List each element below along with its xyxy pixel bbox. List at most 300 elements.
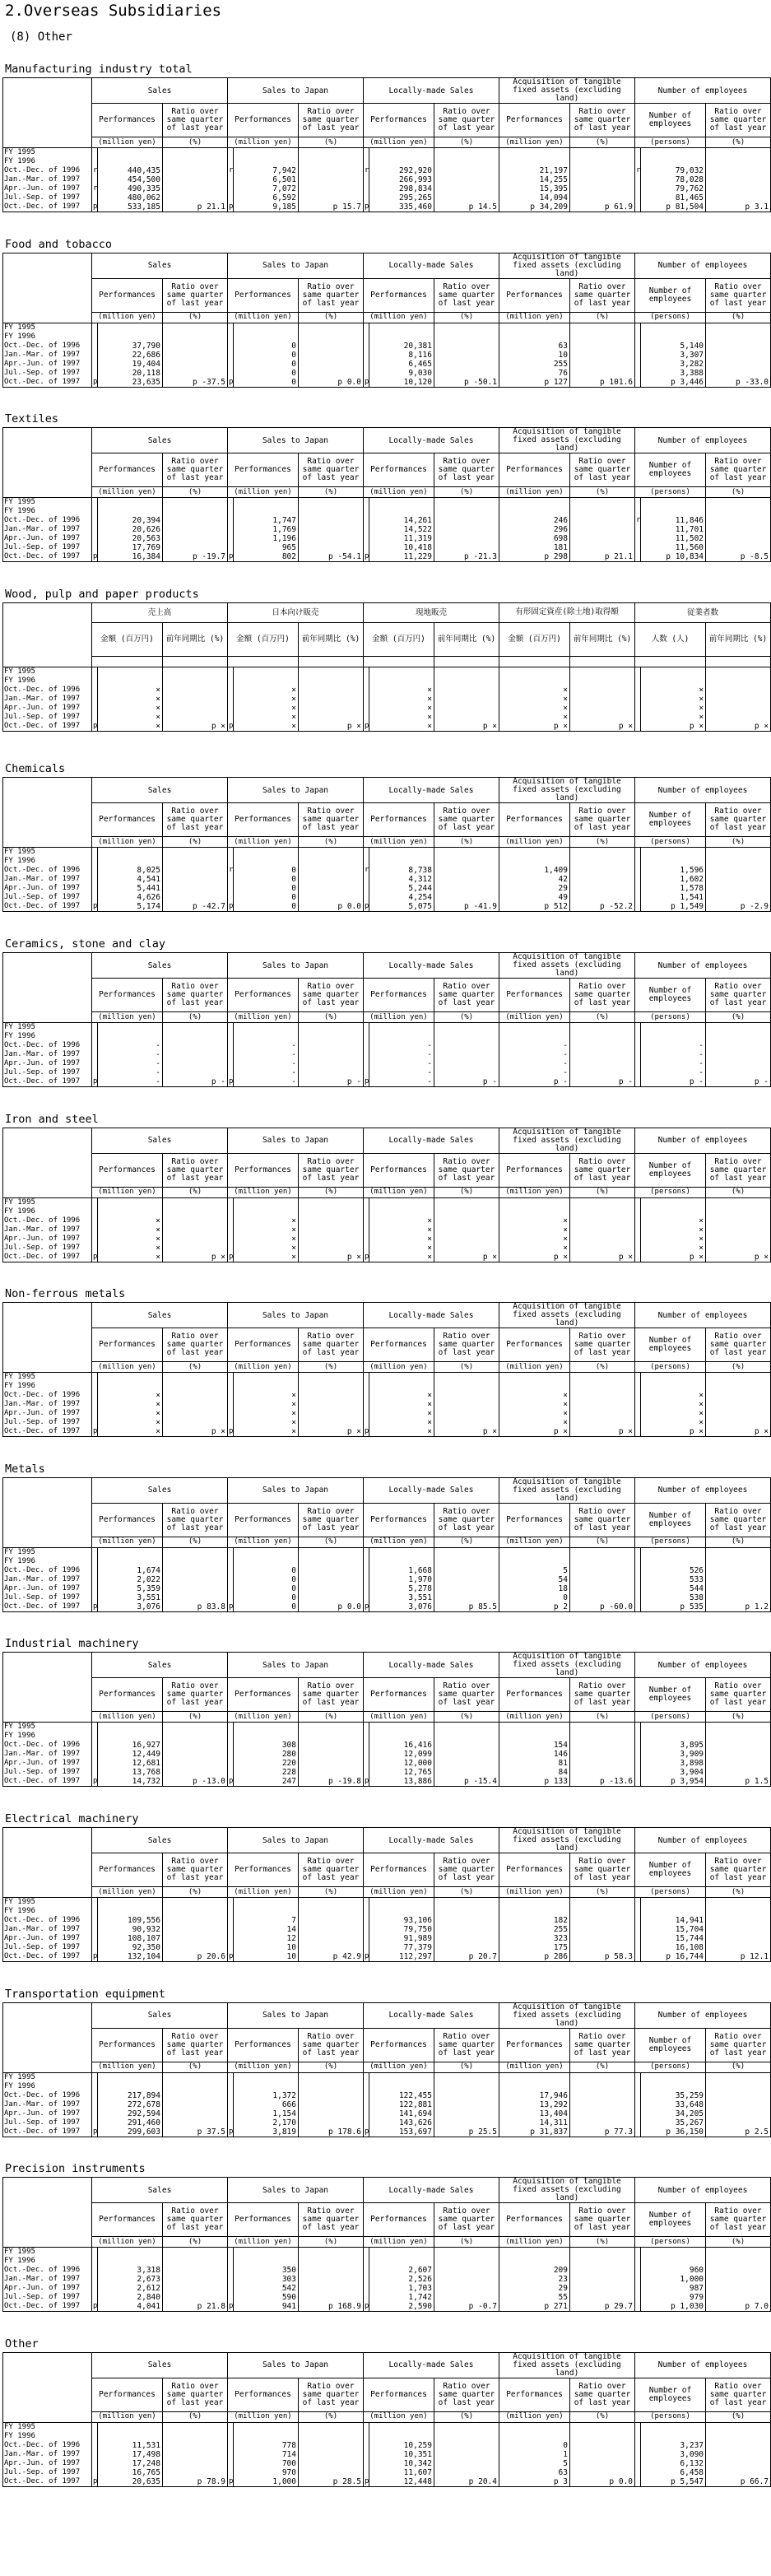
value-cell	[234, 157, 299, 166]
revision-flag	[364, 1373, 369, 1383]
value-cell	[299, 1207, 364, 1216]
revision-flag	[364, 1050, 369, 1059]
revision-flag	[635, 1023, 641, 1033]
value-cell	[369, 2257, 434, 2266]
value-cell	[499, 1197, 570, 1207]
value-cell: 3,090	[641, 2450, 706, 2459]
value-cell	[434, 1557, 499, 1566]
value-cell	[98, 677, 163, 686]
performance-header: Performances	[364, 803, 434, 837]
value-cell	[98, 1207, 163, 1216]
ratio-header: Ratio over same quarter of last year	[570, 1853, 635, 1887]
ratio-header: Ratio over same quarter of last year	[706, 2203, 771, 2237]
value-cell	[570, 1068, 635, 1077]
value-cell	[299, 1235, 364, 1244]
value-cell	[163, 2468, 228, 2477]
row-label: Jan.-Mar. of 1997	[3, 1400, 92, 1409]
value-cell	[163, 1409, 228, 1418]
revision-flag	[635, 713, 641, 722]
value-cell: 8,738	[369, 866, 434, 875]
value-cell	[234, 1547, 299, 1557]
value-cell	[434, 1235, 499, 1244]
value-cell	[706, 2118, 771, 2127]
value-cell: 3,076	[369, 1602, 434, 1612]
unit-label: (million yen)	[228, 837, 299, 848]
revision-flag	[228, 2441, 234, 2450]
revision-flag	[364, 1741, 369, 1750]
table-corner	[3, 837, 92, 848]
value-cell	[706, 1400, 771, 1409]
column-group-header: Number of employees	[635, 1653, 771, 1678]
revision-flag	[228, 1032, 234, 1041]
value-cell	[706, 713, 771, 722]
performance-header: Performances	[499, 803, 570, 837]
unit-label: (%)	[434, 1012, 499, 1023]
column-group-header: Acquisition of tangible fixed assets (excluding land)	[499, 1477, 635, 1503]
unit-label: (million yen)	[228, 137, 299, 148]
value-cell	[299, 1225, 364, 1235]
value-cell	[434, 677, 499, 686]
row-label: Oct.-Dec. of 1997	[3, 1602, 92, 1612]
performance-header: Performances	[92, 278, 163, 312]
row-label: Apr.-Jun. of 1997	[3, 534, 92, 543]
value-cell	[163, 148, 228, 158]
value-cell: 3,895	[641, 1741, 706, 1750]
revision-flag	[228, 157, 234, 166]
value-cell	[163, 2109, 228, 2118]
value-cell	[641, 332, 706, 342]
value-cell: 15,704	[641, 1925, 706, 1934]
section-title: Other	[5, 2337, 39, 2350]
revision-flag	[92, 1925, 98, 1934]
table-row	[3, 1732, 771, 1741]
value-cell	[299, 1391, 364, 1400]
revision-flag	[228, 1225, 234, 1235]
unit-label: (%)	[163, 837, 228, 848]
unit-label: (%)	[163, 2062, 228, 2072]
revision-flag	[92, 2100, 98, 2109]
revision-flag: p	[93, 202, 98, 211]
ratio-header: Ratio over same quarter of last year	[706, 1853, 771, 1887]
value-cell	[369, 507, 434, 516]
value-cell	[163, 857, 228, 866]
row-label: Jan.-Mar. of 1997	[3, 1750, 92, 1759]
table-row	[3, 2284, 771, 2293]
unit-label: (million yen)	[364, 312, 434, 323]
revision-flag	[92, 534, 98, 543]
value-cell	[570, 2266, 635, 2275]
value-cell: 960	[641, 2266, 706, 2275]
row-label: FY 1995	[3, 148, 92, 158]
revision-flag	[228, 893, 234, 902]
value-cell	[434, 1032, 499, 1041]
value-cell: 255	[499, 1925, 570, 1934]
value-cell	[570, 2275, 635, 2284]
unit-label: (million yen)	[364, 1012, 434, 1023]
revision-flag	[635, 1759, 641, 1768]
value-cell	[706, 1750, 771, 1759]
value-cell	[499, 2432, 570, 2441]
column-group-header: 日本向け販売	[228, 602, 364, 622]
value-cell	[234, 2432, 299, 2441]
table-row	[3, 2091, 771, 2100]
value-cell	[163, 184, 228, 193]
value-cell	[98, 2257, 163, 2266]
revision-flag	[364, 1566, 369, 1575]
value-cell	[706, 1197, 771, 1207]
value-cell: p 36,150	[641, 2127, 706, 2137]
revision-flag	[635, 2100, 641, 2109]
value-cell: p 5,547	[641, 2477, 706, 2487]
table-corner	[3, 979, 92, 1012]
value-cell: 590	[234, 2293, 299, 2302]
revision-flag	[92, 1400, 98, 1409]
table-row	[3, 2127, 771, 2137]
table-corner	[3, 1012, 92, 1023]
value-cell: p 0.0	[299, 902, 364, 912]
value-cell: p 37.5	[163, 2127, 228, 2137]
unit-label: (million yen)	[364, 1712, 434, 1723]
value-cell: 542	[234, 2284, 299, 2293]
revision-flag	[364, 1943, 369, 1952]
value-cell	[499, 848, 570, 858]
performance-header: Performances	[92, 1678, 163, 1712]
value-cell: p 42.9	[299, 1952, 364, 1962]
table-row	[3, 1050, 771, 1059]
value-cell: 4,254	[369, 893, 434, 902]
revision-flag	[92, 2293, 98, 2302]
value-cell: -	[234, 1077, 299, 1087]
column-group-header: Acquisition of tangible fixed assets (excluding land)	[499, 1828, 635, 1853]
column-group-header: Locally-made Sales	[364, 2002, 499, 2028]
value-cell: 5,075	[369, 902, 434, 912]
value-cell	[570, 1768, 635, 1777]
unit-label: (%)	[570, 1887, 635, 1898]
revision-flag: r	[229, 166, 234, 174]
value-cell: 42	[499, 875, 570, 884]
value-cell	[369, 1547, 434, 1557]
value-cell: p ×	[434, 1253, 499, 1262]
value-cell: 141,694	[369, 2109, 434, 2118]
value-cell	[570, 1943, 635, 1952]
unit-label: (%)	[706, 137, 771, 148]
revision-flag: p	[229, 721, 234, 730]
value-cell	[369, 1373, 434, 1383]
revision-flag	[228, 848, 234, 858]
value-cell	[434, 1216, 499, 1225]
table-row	[3, 1197, 771, 1207]
unit-label: (%)	[163, 2237, 228, 2248]
value-cell	[299, 695, 364, 704]
column-group-header: Acquisition of tangible fixed assets (excluding land)	[499, 1653, 635, 1678]
value-cell: 181	[499, 543, 570, 552]
value-cell: 14,941	[641, 1916, 706, 1925]
value-cell: 2,607	[369, 2266, 434, 2275]
value-cell: p 0.0	[299, 1602, 364, 1612]
value-cell: p ×	[499, 1427, 570, 1437]
revision-flag	[364, 1400, 369, 1409]
value-cell: p 1.2	[706, 1602, 771, 1612]
revision-flag: p	[365, 1952, 369, 1960]
value-cell: p 77.3	[570, 2127, 635, 2137]
value-cell: ×	[499, 695, 570, 704]
revision-flag	[635, 2275, 641, 2284]
value-cell: 11,701	[641, 525, 706, 534]
value-cell: 23	[499, 2275, 570, 2284]
revision-flag: p	[93, 2302, 98, 2311]
value-cell	[163, 498, 228, 508]
value-cell: 3,551	[98, 1593, 163, 1602]
revision-flag	[364, 351, 369, 360]
value-cell: -	[369, 1059, 434, 1068]
revision-flag	[92, 323, 98, 332]
revision-flag	[92, 1418, 98, 1427]
value-cell: ×	[98, 1235, 163, 1244]
revision-flag	[364, 1916, 369, 1925]
revision-flag: p	[365, 1602, 369, 1611]
revision-flag: p	[229, 1252, 234, 1261]
value-cell	[299, 2284, 364, 2293]
column-group-header: Sales	[92, 428, 228, 453]
revision-flag: p	[365, 1077, 369, 1086]
value-cell: 12,449	[98, 1750, 163, 1759]
unit-label: (million yen)	[228, 312, 299, 323]
column-group-header: Number of employees	[635, 78, 771, 104]
value-cell	[434, 166, 499, 175]
revision-flag	[635, 1566, 641, 1575]
value-cell	[163, 157, 228, 166]
table-row	[3, 202, 771, 212]
value-cell: p 28.5	[299, 2477, 364, 2487]
value-cell: p 1.5	[706, 1777, 771, 1787]
ratio-header: Ratio over same quarter of last year	[434, 1328, 499, 1362]
unit-label: (million yen)	[364, 1887, 434, 1898]
row-label: Oct.-Dec. of 1996	[3, 1391, 92, 1400]
value-cell: 292,594	[98, 2109, 163, 2118]
value-cell	[369, 1723, 434, 1732]
value-cell	[163, 534, 228, 543]
value-cell	[299, 1216, 364, 1225]
unit-label: (million yen)	[499, 1537, 570, 1547]
value-cell	[163, 1566, 228, 1575]
value-cell: -	[641, 1068, 706, 1077]
value-cell	[434, 2275, 499, 2284]
value-cell	[163, 1400, 228, 1409]
value-cell	[434, 1723, 499, 1732]
value-cell: 1,154	[234, 2109, 299, 2118]
value-cell	[299, 323, 364, 332]
performance-header: Performances	[92, 1328, 163, 1362]
value-cell: ×	[641, 1216, 706, 1225]
table-corner	[3, 622, 92, 656]
value-cell	[299, 1041, 364, 1050]
value-cell	[299, 1547, 364, 1557]
table-corner	[3, 1678, 92, 1712]
value-cell: p -21.3	[434, 552, 499, 562]
revision-flag	[364, 332, 369, 342]
unit-label: (%)	[299, 487, 364, 498]
table-corner	[3, 803, 92, 837]
value-cell	[570, 323, 635, 332]
value-cell: p ×	[570, 1427, 635, 1437]
revision-flag	[228, 713, 234, 722]
revision-flag	[92, 1041, 98, 1050]
revision-flag	[92, 1235, 98, 1244]
value-cell: p 16,744	[641, 1952, 706, 1962]
value-cell: 3,904	[641, 1768, 706, 1777]
value-cell	[706, 1207, 771, 1216]
revision-flag	[635, 2072, 641, 2082]
unit-label: (%)	[706, 2237, 771, 2248]
value-cell: -	[234, 1050, 299, 1059]
row-label: Oct.-Dec. of 1997	[3, 1952, 92, 1962]
value-cell: 490,335	[98, 184, 163, 193]
value-cell	[434, 2450, 499, 2459]
value-cell: p 3	[499, 2477, 570, 2487]
performance-header: Performances	[364, 1678, 434, 1712]
revision-flag	[92, 148, 98, 158]
value-cell	[641, 1547, 706, 1557]
revision-flag	[92, 332, 98, 342]
revision-flag	[92, 857, 98, 866]
table-row	[3, 1759, 771, 1768]
value-cell: p ×	[641, 722, 706, 732]
unit-label: (million yen)	[228, 1712, 299, 1723]
revision-flag: p	[365, 202, 369, 211]
unit-label: (%)	[434, 1187, 499, 1197]
value-cell	[706, 342, 771, 351]
table-row	[3, 848, 771, 858]
value-cell	[234, 2257, 299, 2266]
value-cell: p ×	[641, 1427, 706, 1437]
revision-flag	[228, 2275, 234, 2284]
value-cell: ×	[499, 1400, 570, 1409]
revision-flag	[364, 704, 369, 713]
value-cell	[706, 1059, 771, 1068]
value-cell: p 133	[499, 1777, 570, 1787]
value-cell	[570, 1750, 635, 1759]
value-cell	[299, 1943, 364, 1952]
revision-flag	[635, 1907, 641, 1916]
revision-flag	[228, 1934, 234, 1943]
value-cell: 7,942	[234, 166, 299, 175]
value-cell: 1,703	[369, 2284, 434, 2293]
revision-flag	[364, 1732, 369, 1741]
unit-label: (%)	[706, 2062, 771, 2072]
revision-flag	[635, 1547, 641, 1557]
value-cell	[706, 677, 771, 686]
value-cell	[299, 2118, 364, 2127]
value-cell: p 178.6	[299, 2127, 364, 2137]
value-cell	[570, 351, 635, 360]
value-cell: 17,946	[499, 2091, 570, 2100]
value-cell	[706, 2468, 771, 2477]
unit-label: (%)	[299, 1887, 364, 1898]
row-label: Jan.-Mar. of 1997	[3, 525, 92, 534]
value-cell: p 1,549	[641, 902, 706, 912]
revision-flag	[635, 1768, 641, 1777]
data-table	[2, 1827, 771, 1962]
unit-label: (persons)	[635, 1887, 706, 1898]
ratio-header: 前年同期比 (%)	[434, 622, 499, 656]
performance-header: Performances	[364, 104, 434, 137]
page-title: 2.Overseas Subsidiaries	[5, 2, 222, 20]
value-cell: 35,267	[641, 2118, 706, 2127]
value-cell: p 101.6	[570, 378, 635, 388]
revision-flag	[364, 2275, 369, 2284]
value-cell: 109,556	[98, 1916, 163, 1925]
value-cell: 93,106	[369, 1916, 434, 1925]
revision-flag: p	[365, 2127, 369, 2136]
column-group-header: Sales	[92, 953, 228, 979]
unit-label: (million yen)	[364, 2062, 434, 2072]
revision-flag	[228, 1898, 234, 1908]
performance-header: Number of employees	[635, 2203, 706, 2237]
value-cell: 6,458	[641, 2468, 706, 2477]
unit-label: (million yen)	[499, 1362, 570, 1373]
revision-flag	[92, 1373, 98, 1383]
value-cell: p 2	[499, 1602, 570, 1612]
value-cell: 16,108	[641, 1943, 706, 1952]
value-cell	[163, 1732, 228, 1741]
value-cell	[434, 1207, 499, 1216]
revision-flag: p	[365, 2476, 369, 2485]
column-group-header: Number of employees	[635, 2178, 771, 2203]
value-cell	[434, 848, 499, 858]
value-cell	[434, 1041, 499, 1050]
row-label: Oct.-Dec. of 1997	[3, 1777, 92, 1787]
value-cell: ×	[641, 1244, 706, 1253]
row-label: FY 1996	[3, 157, 92, 166]
value-cell: p 85.5	[434, 1602, 499, 1612]
revision-flag	[635, 175, 641, 184]
column-group-header: Number of employees	[635, 1477, 771, 1503]
value-cell	[163, 2266, 228, 2275]
unit-label: (million yen)	[499, 837, 570, 848]
ratio-header: Ratio over same quarter of last year	[434, 2203, 499, 2237]
value-cell	[706, 1557, 771, 1566]
table-row	[3, 1741, 771, 1750]
value-cell: 55	[499, 2293, 570, 2302]
value-cell: 1,742	[369, 2293, 434, 2302]
unit-label: (million yen)	[92, 487, 163, 498]
value-cell	[570, 1759, 635, 1768]
value-cell: p ×	[434, 1427, 499, 1437]
revision-flag	[92, 516, 98, 525]
revision-flag	[635, 1373, 641, 1383]
value-cell	[706, 2422, 771, 2432]
unit-label: (%)	[706, 312, 771, 323]
value-cell: p 21.8	[163, 2302, 228, 2312]
value-cell: 8,025	[98, 866, 163, 875]
ratio-header: Ratio over same quarter of last year	[570, 2378, 635, 2411]
section-title: Chemicals	[5, 762, 66, 776]
revision-flag	[228, 193, 234, 202]
value-cell	[163, 1593, 228, 1602]
ratio-header: Ratio over same quarter of last year	[570, 1153, 635, 1187]
revision-flag	[364, 1925, 369, 1934]
table-row	[3, 2477, 771, 2487]
unit-label: (%)	[570, 2237, 635, 2248]
value-cell	[163, 2441, 228, 2450]
revision-flag	[364, 1723, 369, 1732]
revision-flag	[228, 2432, 234, 2441]
row-label: FY 1995	[3, 323, 92, 332]
revision-flag	[92, 175, 98, 184]
value-cell	[706, 2082, 771, 2091]
row-label: FY 1995	[3, 667, 92, 677]
revision-flag	[92, 1050, 98, 1059]
